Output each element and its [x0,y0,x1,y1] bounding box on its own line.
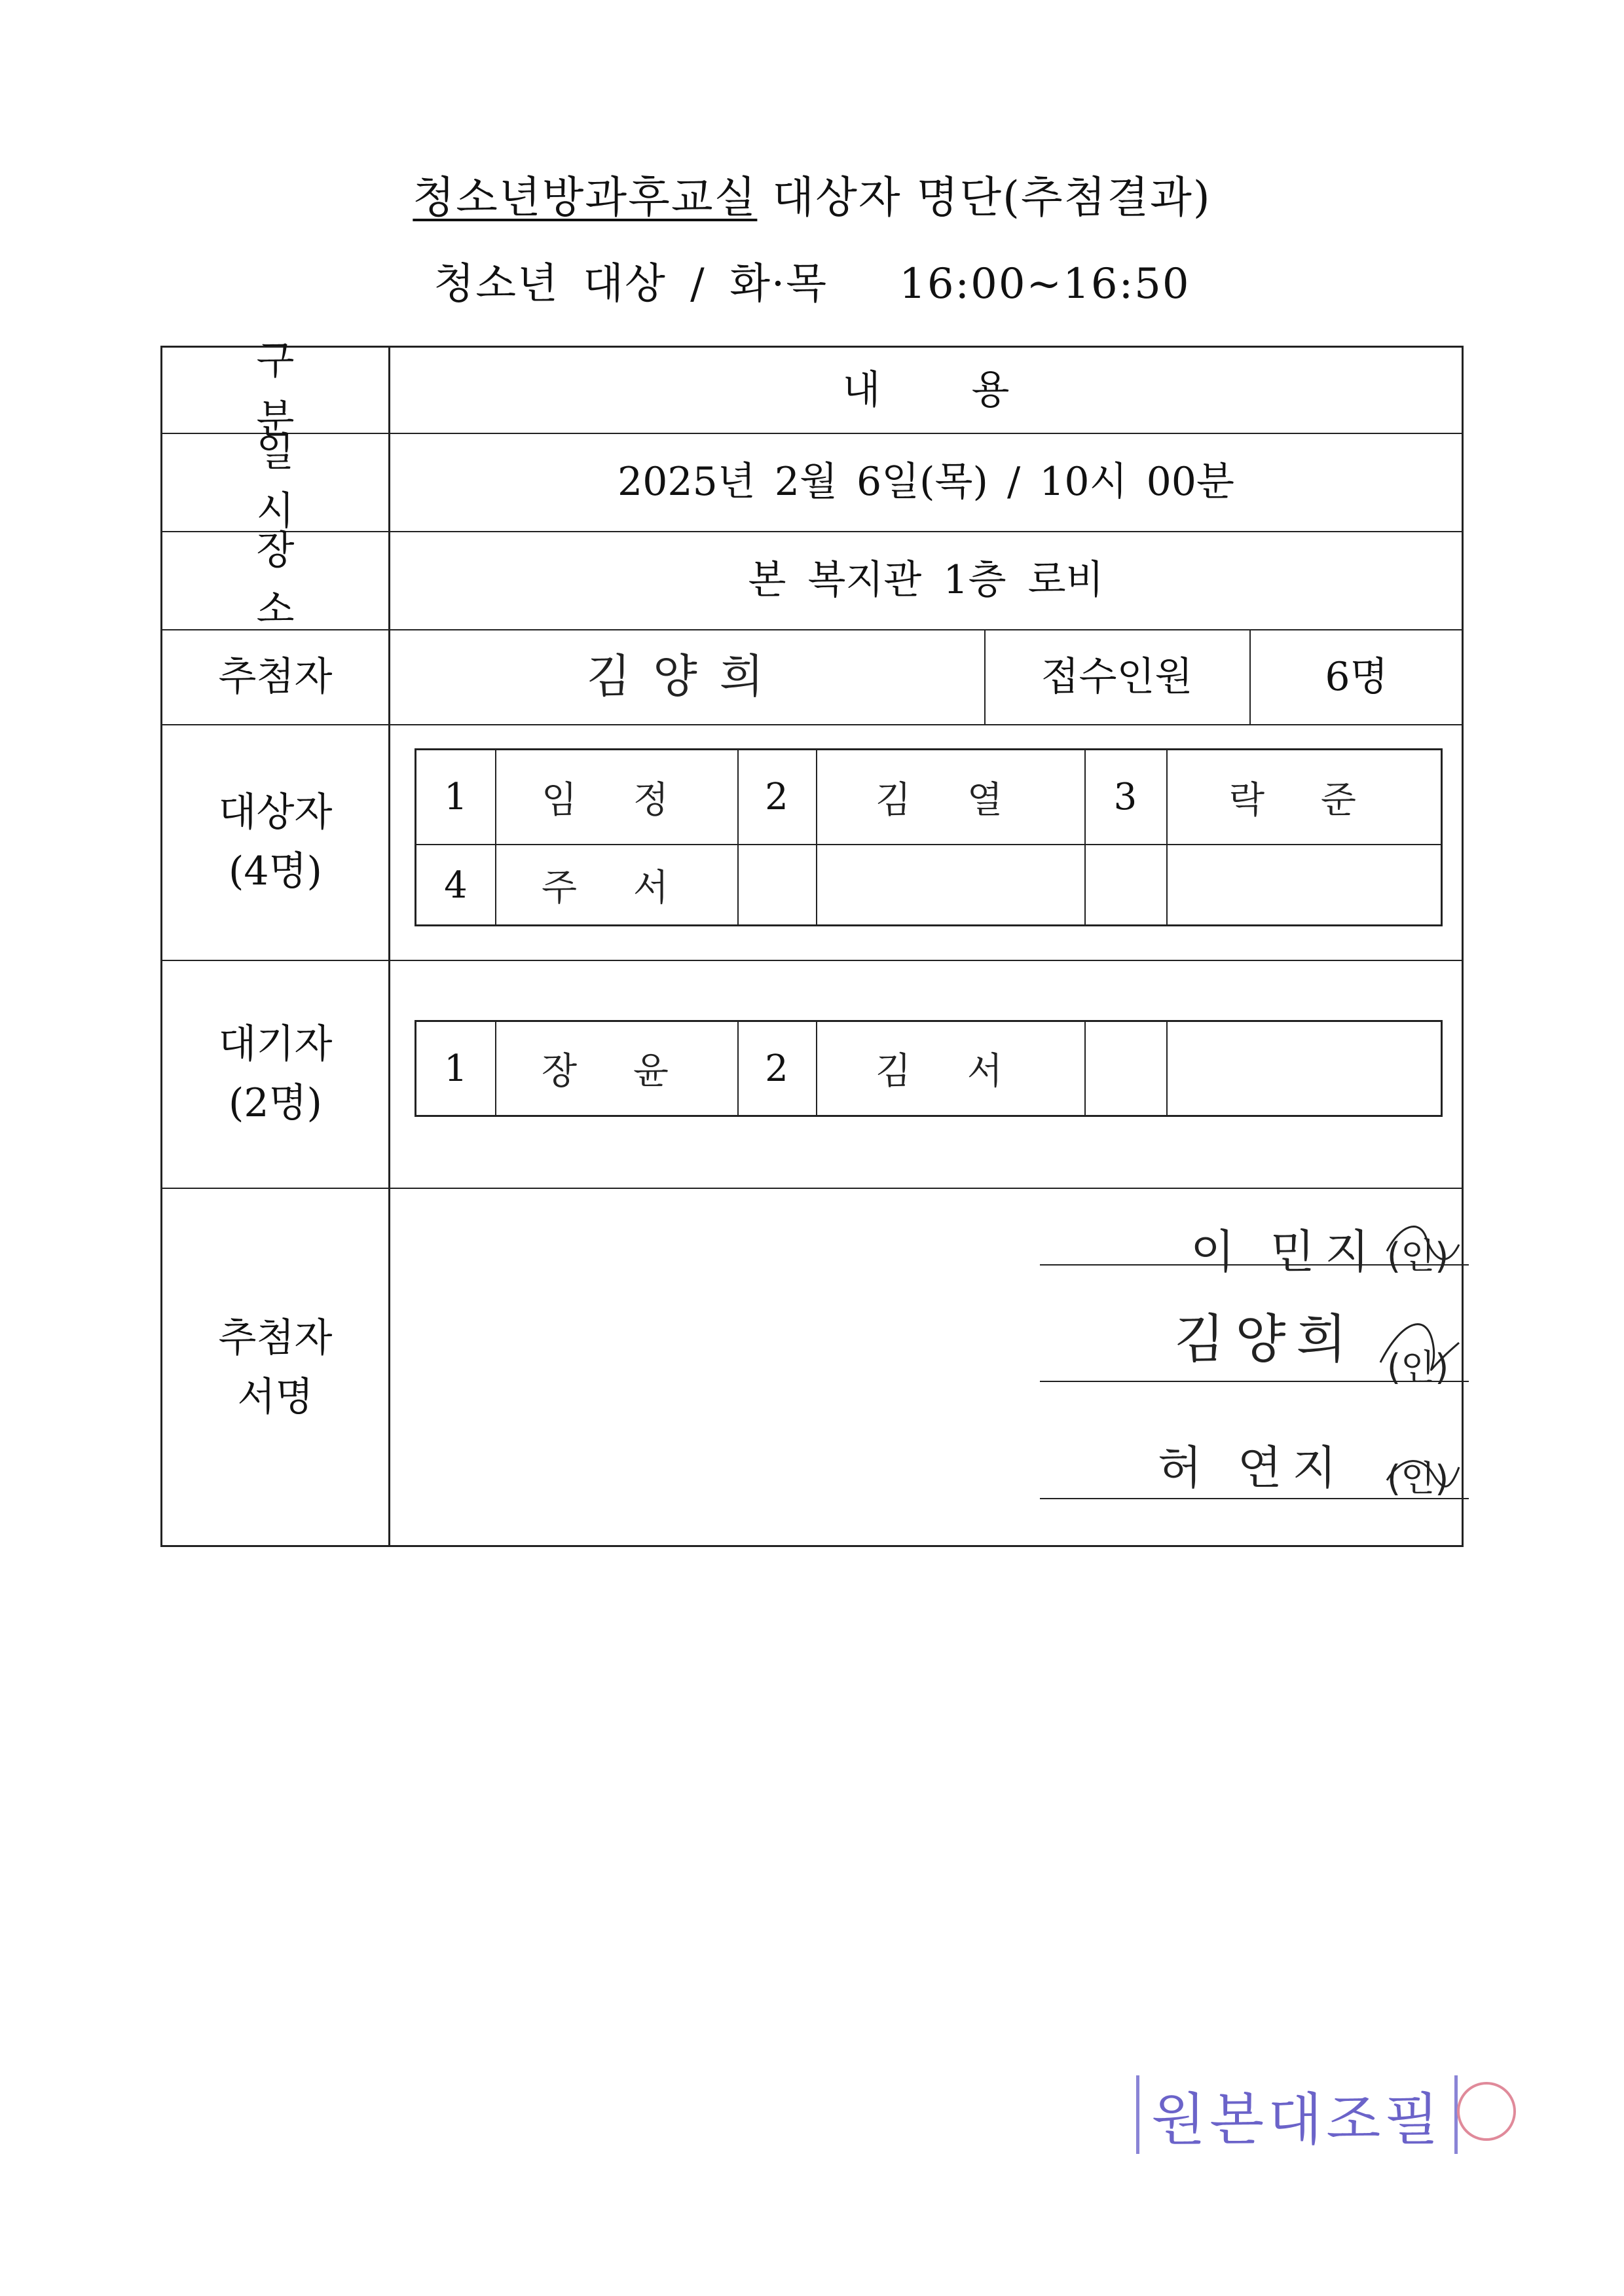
title-rest: 대상자 명단(추첨결과) [757,172,1211,223]
signature-scribbles [1374,1212,1466,1513]
header-content: 내 용 [842,367,1049,413]
date-label: 일 시 [256,429,334,534]
waiting-name: 김 서 [876,1050,1025,1093]
applicants-label: 접수인원 [1041,653,1193,700]
drawer-name: 김양희 [586,649,786,703]
header-category: 구 분 [256,338,334,443]
waiting-list [415,1020,1443,1117]
signature-label: 추첨자 서명 [218,1315,333,1420]
signer-name: 김양희 [1174,1309,1357,1370]
title-program-name: 청소년방과후교실 [413,172,758,223]
waiting-no: 2 [765,1047,788,1090]
selected-name: 주 서 [542,867,691,909]
place-label: 장 소 [256,528,334,632]
date-value: 2025년 2월 6일(목) / 10시 00분 [618,459,1234,505]
selected-name: 김 열 [876,778,1025,822]
document-subtitle: 청소년 대상 / 화·목 16:00~16:50 [434,260,1190,308]
selected-no: 1 [444,776,468,818]
certified-copy-stamp: 원본대조필 [1136,2075,1458,2154]
selected-no: 3 [1113,776,1137,818]
document-title [0,162,1624,225]
signer-seal: (인) [1387,1347,1449,1388]
selected-no: 2 [765,776,788,818]
selected-list [415,748,1443,926]
waiting-no: 1 [444,1047,468,1090]
signer-seal: (인) [1387,1458,1449,1499]
applicants-count: 6명 [1325,653,1388,700]
selected-no: 4 [444,864,468,907]
selected-label: 대상자 (4명) [218,790,333,894]
signer-seal: (인) [1387,1235,1449,1277]
col-divider [1166,1022,1168,1115]
place-value: 본 복지관 1층 로비 [748,557,1104,603]
waiting-label: 대기자 (2명) [218,1021,333,1126]
signer-name: 이 민지 [1190,1225,1380,1279]
selected-name: 임 정 [542,778,691,822]
drawer-label: 추첨자 [218,653,333,700]
lottery-result-table [160,338,1464,1547]
waiting-name: 장 윤 [542,1050,691,1093]
col-divider [1084,1022,1086,1115]
signer-name: 허 연지 [1158,1441,1348,1495]
selected-name: 락 준 [1229,778,1378,822]
stamp-seal-icon [1457,2082,1516,2141]
